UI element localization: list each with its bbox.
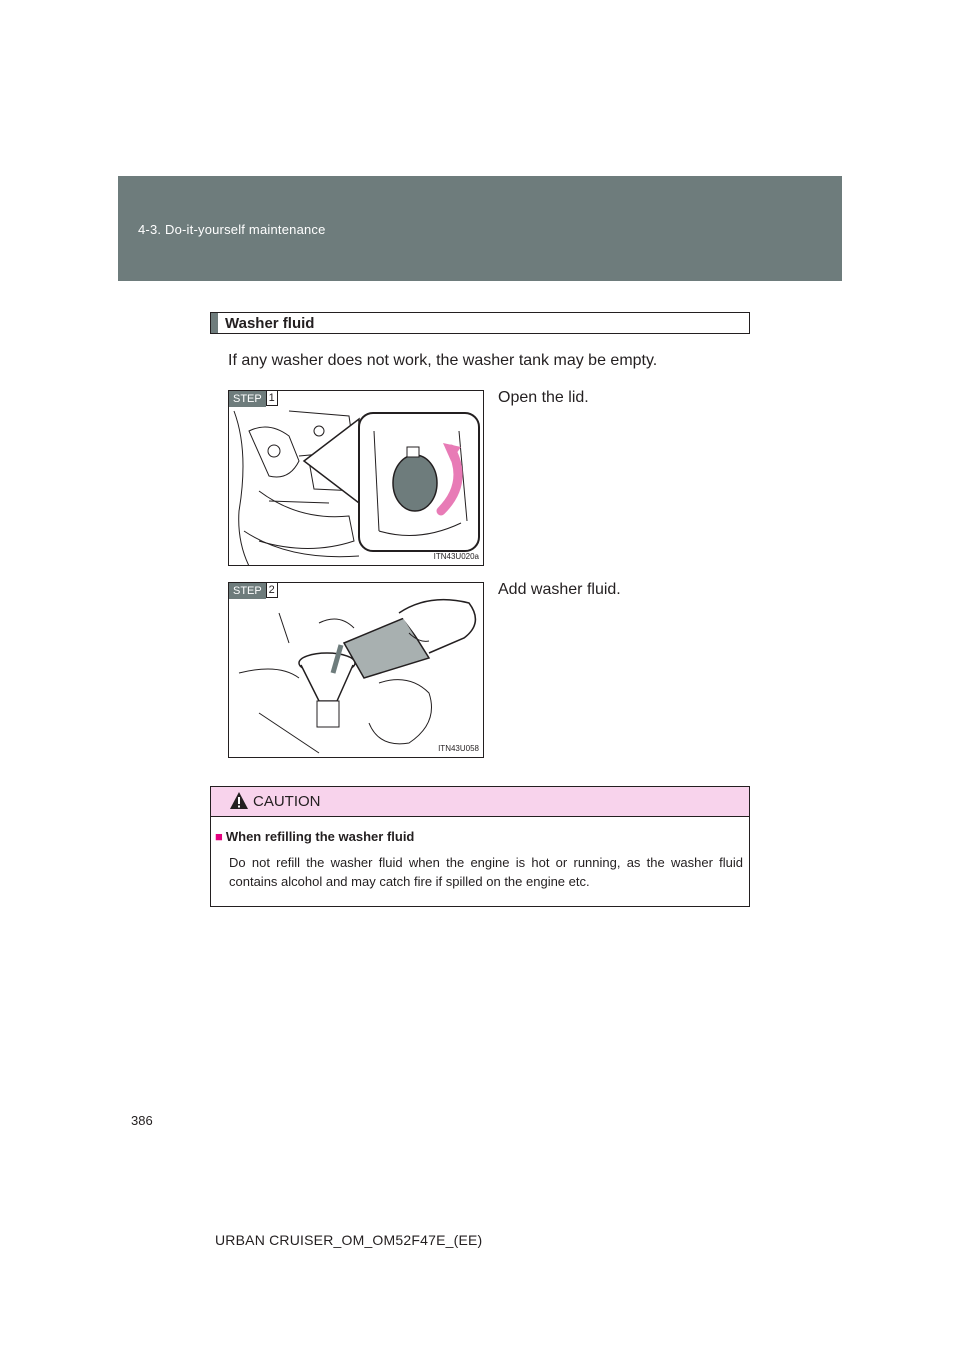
section-title: Washer fluid (225, 315, 315, 332)
step-label: STEP (229, 583, 266, 599)
caution-title: CAUTION (253, 793, 321, 810)
caution-subheading-text: When refilling the washer fluid (225, 829, 415, 844)
caution-body: Do not refill the washer fluid when the engine is hot or running, as the washer fluid contains alcohol and may catch fire if spilled on the engine etc. (229, 855, 743, 889)
engine-bay-illustration (229, 391, 484, 566)
caution-subheading (215, 829, 414, 844)
step-2-figure (228, 582, 484, 758)
step-number: 2 (266, 583, 278, 598)
intro-text: If any washer does not work, the washer tank may be empty. (228, 352, 658, 369)
figure-code: ITN43U058 (438, 744, 479, 753)
section-title-bar (211, 313, 218, 333)
warning-icon (229, 791, 249, 810)
step-label: STEP (229, 391, 266, 407)
caution-header (211, 787, 749, 817)
figure-code: ITN43U020a (433, 552, 479, 561)
step-1-text: Open the lid. (498, 389, 589, 406)
section-title-box (210, 312, 750, 334)
step-2-tag (229, 583, 278, 599)
section-breadcrumb: 4-3. Do-it-yourself maintenance (138, 222, 326, 237)
step-1-tag (229, 391, 278, 407)
footer-doc-code: URBAN CRUISER_OM_OM52F47E_(EE) (215, 1232, 483, 1248)
step-number: 1 (266, 391, 278, 406)
caution-box (210, 786, 750, 907)
refill-illustration (229, 583, 484, 758)
step-2-text: Add washer fluid. (498, 581, 621, 598)
page-number: 386 (131, 1113, 153, 1128)
header-band (118, 176, 842, 281)
square-bullet-icon: ■ (215, 829, 223, 844)
step-1-figure (228, 390, 484, 566)
